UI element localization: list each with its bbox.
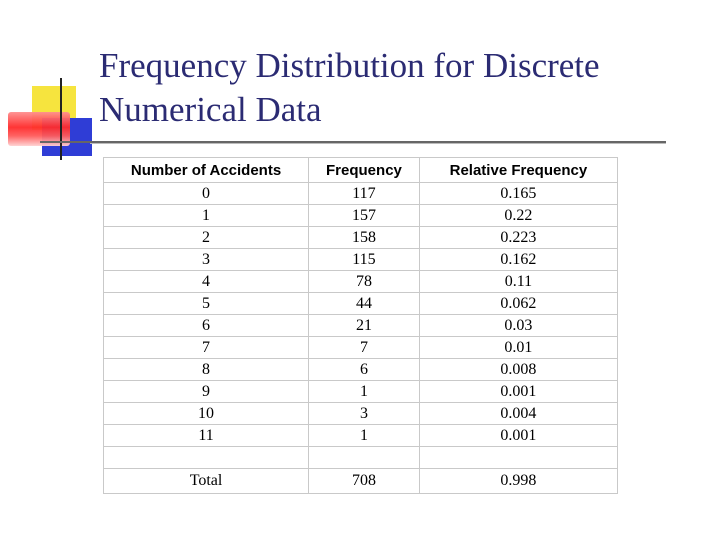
frequency-cell: 157 — [309, 205, 420, 227]
table-body — [104, 183, 618, 494]
frequency-cell: 158 — [309, 227, 420, 249]
table-row — [104, 249, 618, 271]
accidents-cell: 2 — [104, 227, 309, 249]
frequency-cell: 44 — [309, 293, 420, 315]
accidents-cell: 1 — [104, 205, 309, 227]
table-blank-row — [104, 447, 618, 469]
table-row — [104, 293, 618, 315]
table-row — [104, 183, 618, 205]
header-frequency: Frequency — [309, 158, 420, 183]
relative-frequency-cell: 0.001 — [419, 425, 617, 447]
relative-frequency-cell: 0.165 — [419, 183, 617, 205]
frequency-cell: 7 — [309, 337, 420, 359]
frequency-cell: 3 — [309, 403, 420, 425]
table-row — [104, 337, 618, 359]
relative-frequency-cell: 0.223 — [419, 227, 617, 249]
title-divider-shadow — [90, 143, 666, 144]
table-total-row — [104, 469, 618, 494]
accidents-cell: 10 — [104, 403, 309, 425]
table-row — [104, 381, 618, 403]
frequency-cell: 1 — [309, 425, 420, 447]
table-row — [104, 403, 618, 425]
relative-frequency-cell: 0.008 — [419, 359, 617, 381]
accidents-cell: 3 — [104, 249, 309, 271]
accidents-cell: 4 — [104, 271, 309, 293]
header-relative-frequency: Relative Frequency — [419, 158, 617, 183]
frequency-cell: 78 — [309, 271, 420, 293]
header-number-of-accidents: Number of Accidents — [104, 158, 309, 183]
relative-frequency-cell: 0.062 — [419, 293, 617, 315]
frequency-cell: 117 — [309, 183, 420, 205]
total-label-cell: Total — [104, 469, 309, 494]
relative-frequency-cell: 0.22 — [419, 205, 617, 227]
frequency-cell: 6 — [309, 359, 420, 381]
accidents-cell: 8 — [104, 359, 309, 381]
slide-title-line-1: Frequency Distribution for Discrete — [99, 46, 600, 85]
total-frequency-cell: 708 — [309, 469, 420, 494]
table-row — [104, 359, 618, 381]
blank-cell — [309, 447, 420, 469]
accidents-cell: 11 — [104, 425, 309, 447]
relative-frequency-cell: 0.001 — [419, 381, 617, 403]
frequency-cell: 21 — [309, 315, 420, 337]
accidents-cell: 6 — [104, 315, 309, 337]
table-row — [104, 315, 618, 337]
accidents-cell: 7 — [104, 337, 309, 359]
relative-frequency-cell: 0.01 — [419, 337, 617, 359]
frequency-cell: 115 — [309, 249, 420, 271]
frequency-cell: 1 — [309, 381, 420, 403]
table-row — [104, 271, 618, 293]
table-row — [104, 205, 618, 227]
table-header-row — [104, 158, 618, 183]
slide-title — [99, 44, 709, 132]
accidents-cell: 5 — [104, 293, 309, 315]
slide-title-line-2: Numerical Data — [99, 90, 322, 129]
total-relative-frequency-cell: 0.998 — [419, 469, 617, 494]
table-row — [104, 227, 618, 249]
accidents-cell: 9 — [104, 381, 309, 403]
accidents-cell: 0 — [104, 183, 309, 205]
relative-frequency-cell: 0.11 — [419, 271, 617, 293]
frequency-table — [103, 157, 618, 494]
table-row — [104, 425, 618, 447]
relative-frequency-cell: 0.03 — [419, 315, 617, 337]
blank-cell — [419, 447, 617, 469]
blank-cell — [104, 447, 309, 469]
relative-frequency-cell: 0.162 — [419, 249, 617, 271]
relative-frequency-cell: 0.004 — [419, 403, 617, 425]
decor-vertical-line — [60, 78, 62, 160]
